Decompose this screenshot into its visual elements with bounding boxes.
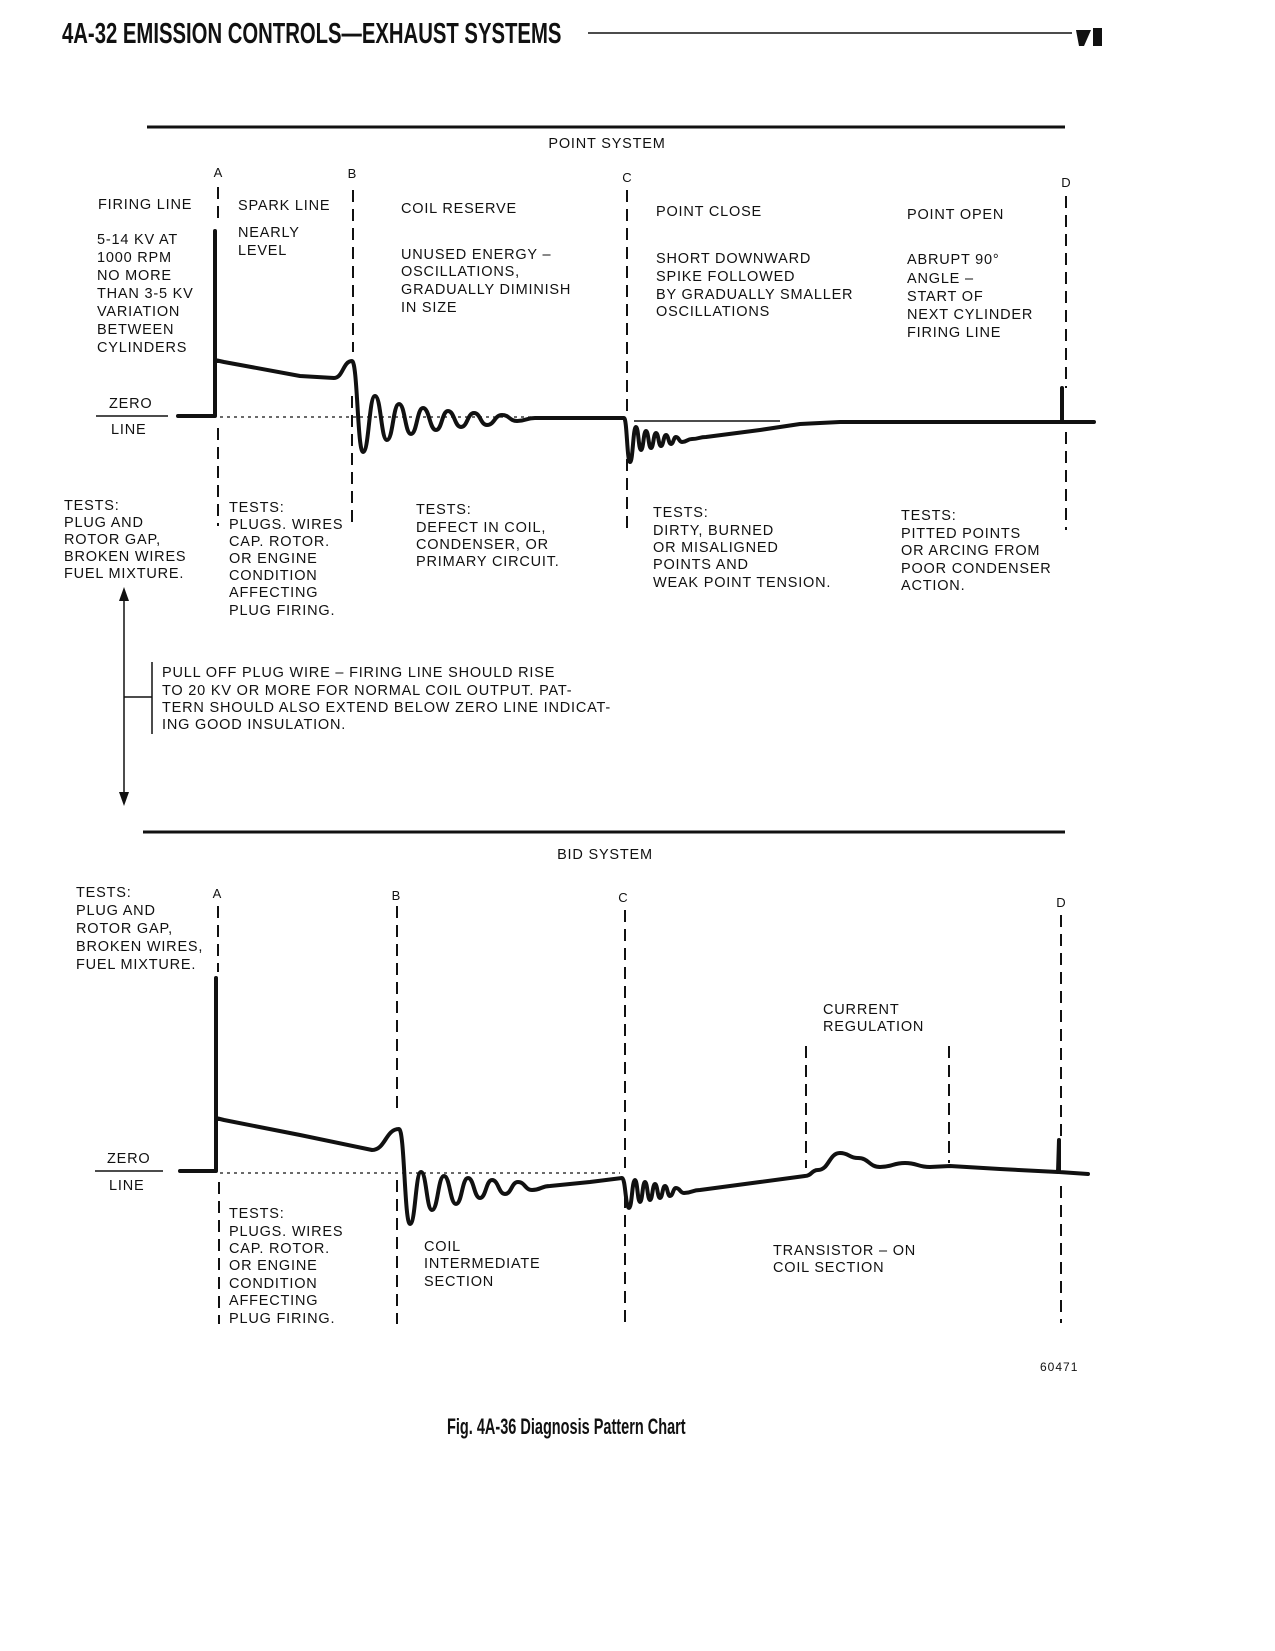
tests-line: CONDITION (229, 568, 318, 584)
current-regulation-label: REGULATION (823, 1019, 925, 1035)
tests-line: PLUG AND (64, 515, 144, 531)
tests-line: CAP. ROTOR. (229, 534, 330, 550)
tests-line: PLUG FIRING. (229, 1311, 336, 1327)
tests-line: TESTS: (901, 508, 957, 524)
tests-line: CAP. ROTOR. (229, 1241, 330, 1257)
tests-line: PLUG FIRING. (229, 603, 336, 619)
point-coil-reserve-heading: COIL RESERVE (401, 201, 517, 217)
tests-line: OR MISALIGNED (653, 540, 779, 556)
bid-line-label: LINE (109, 1178, 145, 1194)
tests-line: AFFECTING (229, 585, 319, 601)
point-marker-d: D (1061, 175, 1071, 190)
description-line: NEXT CYLINDER (907, 307, 1034, 323)
tests-line: FUEL MIXTURE. (64, 566, 185, 582)
point-marker-a: A (213, 165, 223, 180)
tests-line: OR ENGINE (229, 551, 318, 567)
section-label-line: SECTION (424, 1274, 495, 1290)
note-line: PULL OFF PLUG WIRE – FIRING LINE SHOULD RISE (162, 665, 556, 681)
description-line: OSCILLATIONS, (401, 264, 520, 280)
tests-line: WEAK POINT TENSION. (653, 575, 832, 591)
description-line: LEVEL (238, 243, 288, 259)
tests-line: ROTOR GAP, (64, 532, 161, 548)
section-label-line: INTERMEDIATE (424, 1256, 541, 1272)
tests-line: BROKEN WIRES, (76, 939, 204, 955)
current-regulation-label: CURRENT (823, 1002, 900, 1018)
section-label-line: TRANSISTOR – ON (773, 1243, 917, 1259)
section-label-line: COIL (424, 1239, 462, 1255)
description-line: NO MORE (97, 268, 172, 284)
tests-line: AFFECTING (229, 1293, 319, 1309)
description-line: ABRUPT 90° (907, 252, 1000, 268)
tests-line: ACTION. (901, 578, 966, 594)
bid-marker-d: D (1056, 895, 1066, 910)
tests-line: DEFECT IN COIL, (416, 520, 547, 536)
tests-line: POINTS AND (653, 557, 749, 573)
note-line: TO 20 KV OR MORE FOR NORMAL COIL OUTPUT. PAT- (162, 683, 573, 699)
tests-line: TESTS: (64, 498, 120, 514)
tests-line: OR ENGINE (229, 1258, 318, 1274)
description-line: IN SIZE (401, 300, 458, 316)
bid-marker-a: A (212, 886, 222, 901)
description-line: GRADUALLY DIMINISH (401, 282, 572, 298)
tests-line: PLUGS. WIRES (229, 517, 344, 533)
point-open-heading: POINT OPEN (907, 207, 1005, 223)
description-line: OSCILLATIONS (656, 304, 771, 320)
description-line: 1000 RPM (97, 250, 172, 266)
description-line: 5-14 KV AT (97, 232, 179, 248)
figure-id: 60471 (1040, 1360, 1079, 1374)
figure-caption: Fig. 4A-36 Diagnosis Pattern Chart (447, 1413, 686, 1439)
point-marker-c: C (622, 170, 632, 185)
description-line: CYLINDERS (97, 340, 188, 356)
tests-line: PITTED POINTS (901, 526, 1021, 542)
tests-line: PLUGS. WIRES (229, 1224, 344, 1240)
description-line: FIRING LINE (907, 325, 1002, 341)
description-line: UNUSED ENERGY – (401, 247, 552, 263)
tests-line: TESTS: (416, 502, 472, 518)
description-line: SHORT DOWNWARD (656, 251, 812, 267)
point-line-label: LINE (111, 422, 147, 438)
point-firing-line-heading: FIRING LINE (98, 197, 193, 213)
description-line: BETWEEN (97, 322, 175, 338)
tests-line: OR ARCING FROM (901, 543, 1041, 559)
bid-marker-c: C (618, 890, 628, 905)
tests-line: PRIMARY CIRCUIT. (416, 554, 560, 570)
tests-line: TESTS: (229, 500, 285, 516)
page-header-title: 4A-32 EMISSION CONTROLS—EXHAUST SYSTEMS (62, 17, 562, 50)
tests-line: FUEL MIXTURE. (76, 957, 197, 973)
tests-line: CONDITION (229, 1276, 318, 1292)
tests-line: POOR CONDENSER (901, 561, 1052, 577)
note-line: ING GOOD INSULATION. (162, 717, 347, 733)
description-line: ANGLE – (907, 271, 974, 287)
tests-line: ROTOR GAP, (76, 921, 173, 937)
tests-line: BROKEN WIRES (64, 549, 187, 565)
point-zero-label: ZERO (109, 396, 153, 412)
point-close-heading: POINT CLOSE (656, 204, 763, 220)
point-spark-line-heading: SPARK LINE (238, 198, 331, 214)
section-label-line: COIL SECTION (773, 1260, 885, 1276)
tests-line: DIRTY, BURNED (653, 523, 775, 539)
description-line: BY GRADUALLY SMALLER (656, 287, 854, 303)
description-line: THAN 3-5 KV (97, 286, 194, 302)
tests-line: PLUG AND (76, 903, 156, 919)
description-line: NEARLY (238, 225, 300, 241)
bid-zero-label: ZERO (107, 1151, 151, 1167)
point-system-title: POINT SYSTEM (548, 136, 666, 152)
tests-line: TESTS: (653, 505, 709, 521)
tests-line: TESTS: (229, 1206, 285, 1222)
note-line: TERN SHOULD ALSO EXTEND BELOW ZERO LINE INDICAT- (162, 700, 612, 716)
description-line: SPIKE FOLLOWED (656, 269, 796, 285)
bid-system-title: BID SYSTEM (557, 847, 653, 863)
tests-line: TESTS: (76, 885, 132, 901)
tests-line: CONDENSER, OR (416, 537, 549, 553)
point-marker-b: B (347, 166, 357, 181)
description-line: START OF (907, 289, 984, 305)
bid-marker-b: B (391, 888, 401, 903)
description-line: VARIATION (97, 304, 181, 320)
